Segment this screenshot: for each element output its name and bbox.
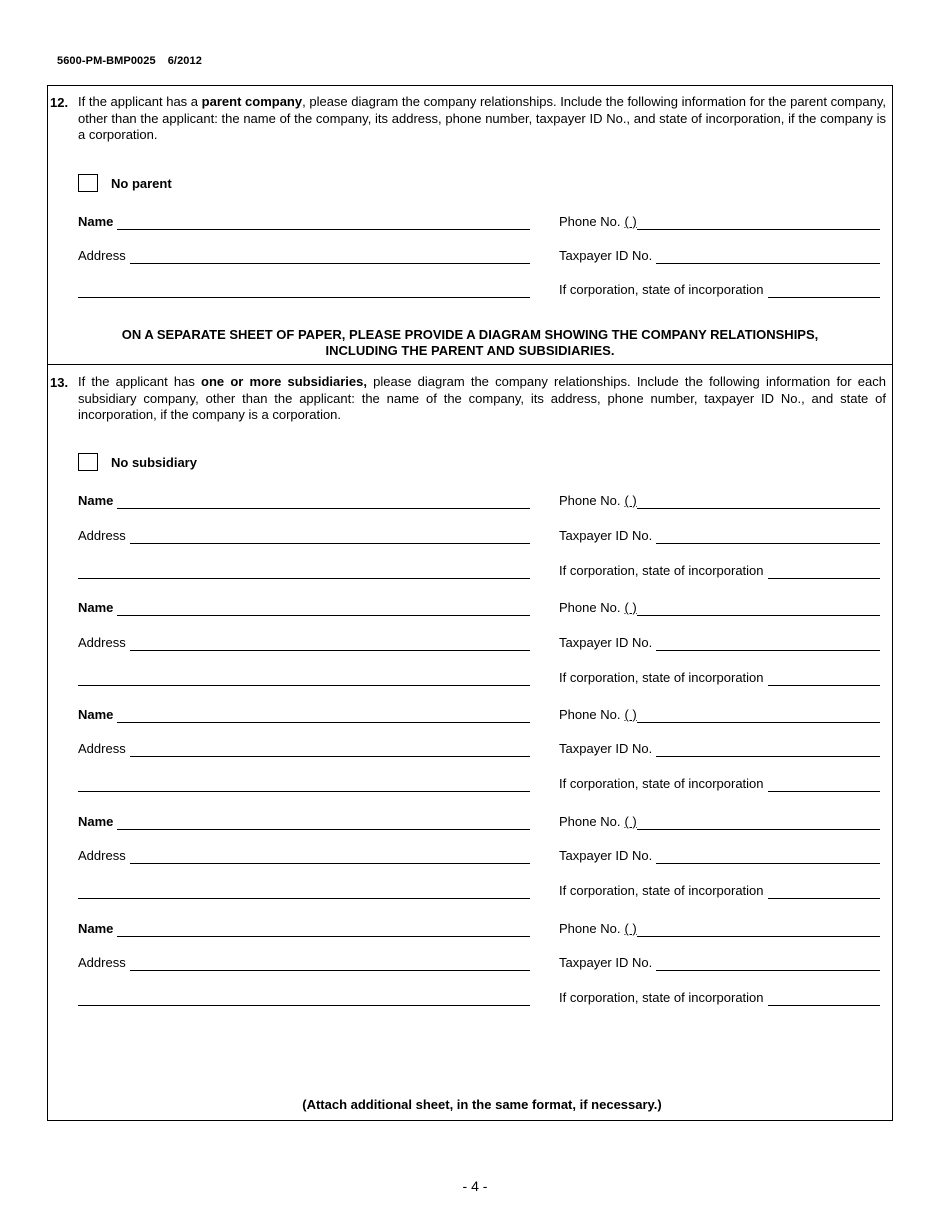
subsidiary-1-incorporation-field <box>559 561 880 579</box>
name-label: Name <box>78 707 114 722</box>
question-12-text-bold: parent company <box>201 94 303 109</box>
subsidiary-3-address-input[interactable] <box>130 740 530 757</box>
no-parent-checkbox[interactable] <box>78 174 98 192</box>
subsidiary-4-address-field <box>78 846 530 864</box>
subsidiary-1-address-line2-input[interactable] <box>78 562 530 579</box>
no-parent-label: No parent <box>111 175 172 191</box>
phone-area-code: ( ) <box>624 600 637 615</box>
parent-name-input[interactable] <box>117 213 530 230</box>
parent-address-line2-input[interactable] <box>78 281 530 298</box>
phone-area-code: ( ) <box>624 214 637 229</box>
section-divider <box>47 364 893 365</box>
taxpayer-label: Taxpayer ID No. <box>559 635 653 650</box>
page-number: - 4 - <box>462 1178 488 1194</box>
subsidiary-1-name-input[interactable] <box>117 492 530 509</box>
subsidiary-2-address-line2-input[interactable] <box>78 669 530 686</box>
phone-label: Phone No. <box>559 214 621 229</box>
subsidiary-5-phone-input[interactable] <box>637 920 880 937</box>
subsidiary-4-incorporation-field <box>559 881 880 899</box>
incorporation-label: If corporation, state of incorporation <box>559 670 764 685</box>
phone-area-code: ( ) <box>624 493 637 508</box>
question-13-text-post: please diagram the company relationships. Include the following information for each subsidiary company, other than the applicant: the name of the company, its address, phone number, taxpayer ID No., and state of incorporation, if the company is a corporation. <box>78 374 886 422</box>
taxpayer-label: Taxpayer ID No. <box>559 528 653 543</box>
question-12-text <box>78 94 886 144</box>
name-label: Name <box>78 600 114 615</box>
subsidiary-5-taxpayer-input[interactable] <box>656 954 880 971</box>
subsidiary-3-phone-input[interactable] <box>637 706 880 723</box>
subsidiary-2-incorporation-input[interactable] <box>768 669 880 686</box>
address-label: Address <box>78 848 126 863</box>
subsidiary-3-taxpayer-input[interactable] <box>656 740 880 757</box>
subsidiary-2-incorporation-field <box>559 668 880 686</box>
subsidiary-2-taxpayer-field <box>559 633 880 651</box>
subsidiary-2-phone-field <box>559 598 880 616</box>
subsidiary-1-taxpayer-input[interactable] <box>656 527 880 544</box>
question-13-text-pre: If the applicant has <box>78 374 202 389</box>
phone-label: Phone No. <box>559 921 621 936</box>
parent-phone-field <box>559 212 880 230</box>
question-12-text-post: , please diagram the company relationships. Include the following information for the parent company, other than the applicant: the name of the company, its address, phone number, taxpayer ID No., and state of incorporation, if the company is a corporation. <box>78 94 886 142</box>
subsidiary-5-address-input[interactable] <box>130 954 530 971</box>
subsidiary-3-name-input[interactable] <box>117 706 530 723</box>
subsidiary-4-incorporation-input[interactable] <box>768 882 880 899</box>
address-label: Address <box>78 635 126 650</box>
subsidiary-3-incorporation-input[interactable] <box>768 775 880 792</box>
subsidiary-4-phone-input[interactable] <box>637 813 880 830</box>
subsidiary-2-taxpayer-input[interactable] <box>656 634 880 651</box>
subsidiary-3-address-field <box>78 739 530 757</box>
subsidiary-5-taxpayer-field <box>559 953 880 971</box>
phone-area-code: ( ) <box>624 814 637 829</box>
incorporation-label: If corporation, state of incorporation <box>559 282 764 297</box>
subsidiary-4-name-input[interactable] <box>117 813 530 830</box>
subsidiary-1-taxpayer-field <box>559 526 880 544</box>
diagram-notice <box>47 327 893 359</box>
subsidiary-1-phone-field <box>559 491 880 509</box>
phone-label: Phone No. <box>559 493 621 508</box>
incorporation-label: If corporation, state of incorporation <box>559 990 764 1005</box>
parent-incorporation-field <box>559 280 880 298</box>
subsidiary-4-address-line2-input[interactable] <box>78 882 530 899</box>
address-label: Address <box>78 528 126 543</box>
phone-label: Phone No. <box>559 814 621 829</box>
taxpayer-label: Taxpayer ID No. <box>559 741 653 756</box>
form-date: 6/2012 <box>167 55 202 67</box>
phone-label: Phone No. <box>559 600 621 615</box>
name-label: Name <box>78 814 114 829</box>
subsidiary-1-address-input[interactable] <box>130 527 530 544</box>
parent-taxpayer-field <box>559 246 880 264</box>
subsidiary-3-address-line2-input[interactable] <box>78 775 530 792</box>
subsidiary-4-phone-field <box>559 812 880 830</box>
no-subsidiary-row <box>78 451 197 473</box>
subsidiary-4-taxpayer-input[interactable] <box>656 847 880 864</box>
taxpayer-label: Taxpayer ID No. <box>559 848 653 863</box>
subsidiary-5-name-input[interactable] <box>117 920 530 937</box>
diagram-notice-line2: INCLUDING THE PARENT AND SUBSIDIARIES. <box>325 343 615 358</box>
parent-name-field <box>78 212 530 230</box>
address-label: Address <box>78 955 126 970</box>
parent-address-input[interactable] <box>130 247 530 264</box>
question-13-text <box>78 374 886 424</box>
subsidiary-5-incorporation-field <box>559 988 880 1006</box>
parent-taxpayer-input[interactable] <box>656 247 880 264</box>
no-subsidiary-checkbox[interactable] <box>78 453 98 471</box>
address-label: Address <box>78 248 126 263</box>
question-13-text-bold: one or more subsidiaries, <box>201 374 367 389</box>
phone-area-code: ( ) <box>624 707 637 722</box>
incorporation-label: If corporation, state of incorporation <box>559 776 764 791</box>
no-subsidiary-label: No subsidiary <box>111 454 197 470</box>
incorporation-label: If corporation, state of incorporation <box>559 883 764 898</box>
address-label: Address <box>78 741 126 756</box>
parent-incorporation-input[interactable] <box>768 281 880 298</box>
subsidiary-2-name-input[interactable] <box>117 599 530 616</box>
subsidiary-2-address-input[interactable] <box>130 634 530 651</box>
subsidiary-5-phone-field <box>559 919 880 937</box>
subsidiary-2-address-line2-field <box>78 668 530 686</box>
name-label: Name <box>78 921 114 936</box>
no-parent-row <box>78 172 172 194</box>
subsidiary-1-address-line2-field <box>78 561 530 579</box>
name-label: Name <box>78 493 114 508</box>
taxpayer-label: Taxpayer ID No. <box>559 955 653 970</box>
parent-phone-input[interactable] <box>637 213 880 230</box>
form-identifier <box>57 55 202 67</box>
subsidiary-1-phone-input[interactable] <box>637 492 880 509</box>
subsidiary-5-name-field <box>78 919 530 937</box>
diagram-notice-line1: ON A SEPARATE SHEET OF PAPER, PLEASE PROVIDE A DIAGRAM SHOWING THE COMPANY RELATIONSHIPS, <box>121 327 819 342</box>
subsidiary-1-name-field <box>78 491 530 509</box>
parent-address-line2-field <box>78 280 530 298</box>
subsidiary-5-address-field <box>78 953 530 971</box>
name-label: Name <box>78 214 114 229</box>
subsidiary-5-incorporation-input[interactable] <box>768 989 880 1006</box>
subsidiary-4-name-field <box>78 812 530 830</box>
subsidiary-4-address-input[interactable] <box>130 847 530 864</box>
subsidiary-3-incorporation-field <box>559 774 880 792</box>
subsidiary-1-incorporation-input[interactable] <box>768 562 880 579</box>
subsidiary-3-phone-field <box>559 705 880 723</box>
subsidiary-2-name-field <box>78 598 530 616</box>
attach-note: (Attach additional sheet, in the same format, if necessary.) <box>302 1097 662 1112</box>
subsidiary-3-taxpayer-field <box>559 739 880 757</box>
subsidiary-4-address-line2-field <box>78 881 530 899</box>
subsidiary-4-taxpayer-field <box>559 846 880 864</box>
subsidiary-1-address-field <box>78 526 530 544</box>
question-12-number: 12. <box>50 95 69 110</box>
incorporation-label: If corporation, state of incorporation <box>559 563 764 578</box>
parent-address-field <box>78 246 530 264</box>
question-12-text-pre: If the applicant has a <box>78 94 202 109</box>
form-number: 5600-PM-BMP0025 <box>57 55 156 67</box>
subsidiary-2-address-field <box>78 633 530 651</box>
phone-label: Phone No. <box>559 707 621 722</box>
question-13-number: 13. <box>50 375 69 390</box>
subsidiary-3-address-line2-field <box>78 774 530 792</box>
phone-area-code: ( ) <box>624 921 637 936</box>
subsidiary-2-phone-input[interactable] <box>637 599 880 616</box>
subsidiary-5-address-line2-input[interactable] <box>78 989 530 1006</box>
subsidiary-3-name-field <box>78 705 530 723</box>
subsidiary-5-address-line2-field <box>78 988 530 1006</box>
taxpayer-label: Taxpayer ID No. <box>559 248 653 263</box>
